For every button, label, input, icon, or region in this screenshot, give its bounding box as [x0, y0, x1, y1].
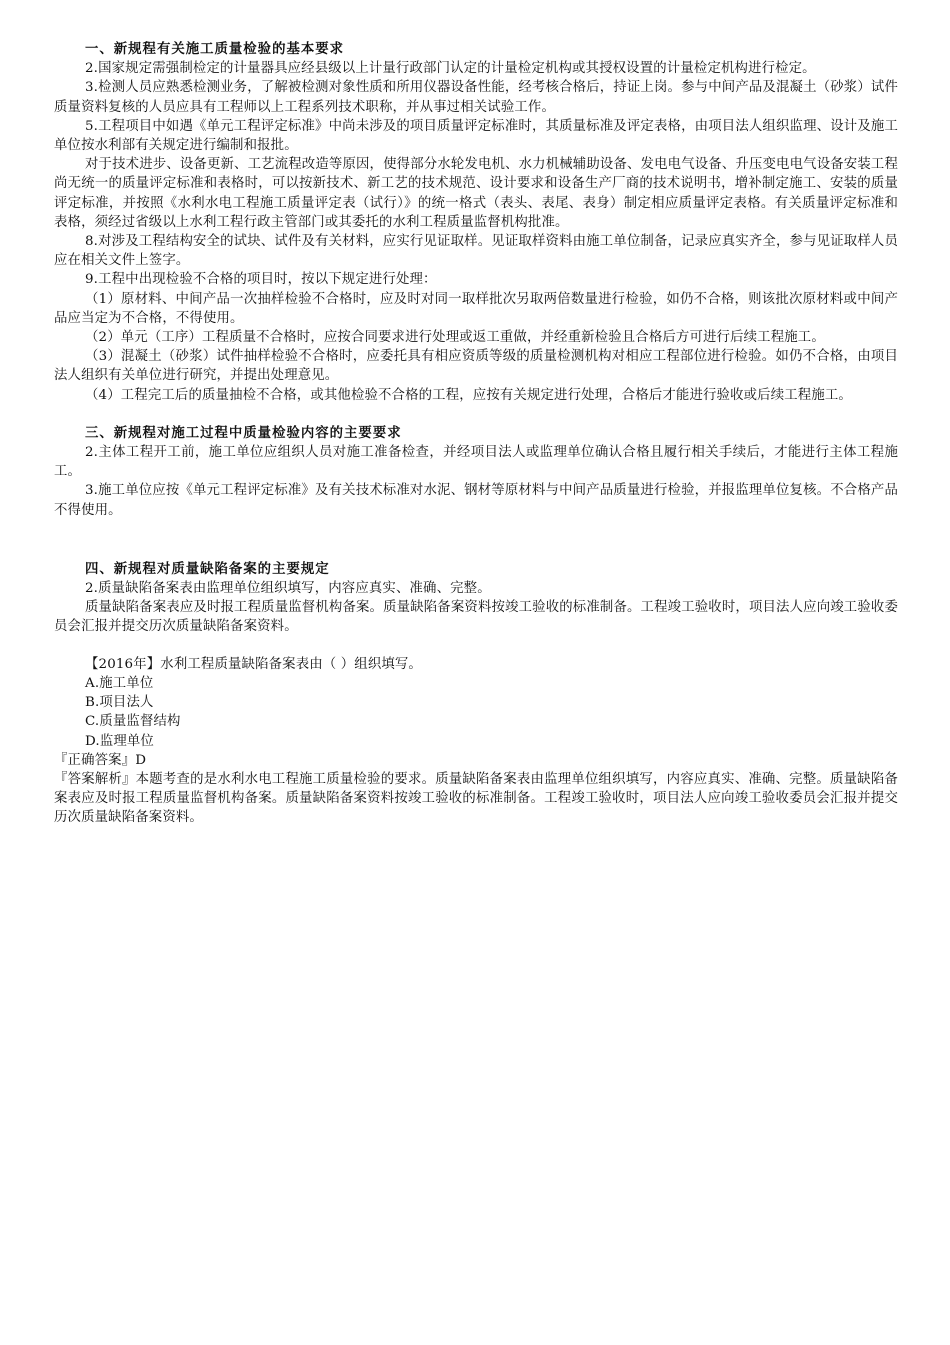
question-stem: 【2016年】水利工程质量缺陷备案表由（ ）组织填写。	[85, 656, 422, 672]
paragraph: （2）单元（工序）工程质量不合格时，应按合同要求进行处理或返工重做，并经重新检验且合格后方可进行后续工程施工。	[85, 330, 825, 346]
paragraph: 对于技术进步、设备更新、工艺流程改造等原因，使得部分水轮发电机、水力机械辅助设备、发电电气设备、升压变电电气设备安装工程尚无统一的质量评定标准和表格时，可以按新技术、新工艺的技术规范、设计要求和设备生产厂商的技术说明书，增补制定施工、安装的质量评定标准，并按照《水利水电工程施工质量评定表（试行）》的统一格式（表头、表尾、表身）制定相应质量评定表格。有关质量评定标准和表格，须经过省级以上水利工程行政主管部门或其委托的水利工程质量监督机构批准。	[54, 157, 898, 230]
section-3-heading: 三、新规程对施工过程中质量检验内容的主要要求	[85, 424, 402, 441]
answer-analysis: 『答案解析』本题考查的是水利水电工程施工质量检验的要求。质量缺陷备案表由监理单位组织填写，内容应真实、准确、完整。质量缺陷备案表应及时报工程质量监督机构备案。质量缺陷备案资料按竣工验收的标准制备。工程竣工验收时，项目法人应向竣工验收委员会汇报并提交历次质量缺陷备案资料。	[54, 771, 898, 826]
document-page	[54, 40, 898, 828]
paragraph: 8.对涉及工程结构安全的试块、试件及有关材料，应实行见证取样。见证取样资料由施工单位制备，记录应真实齐全，参与见证取样人员应在相关文件上签字。	[54, 234, 898, 269]
paragraph: 3.检测人员应熟悉检测业务，了解被检测对象性质和所用仪器设备性能，经考核合格后，持证上岗。参与中间产品及混凝土（砂浆）试件质量资料复核的人员应具有工程师以上工程系列技术职称，并从事过相关试验工作。	[54, 80, 898, 115]
question-option: A.施工单位	[85, 675, 154, 691]
paragraph: 质量缺陷备案表应及时报工程质量监督机构备案。质量缺陷备案资料按竣工验收的标准制备。工程竣工验收时，项目法人应向竣工验收委员会汇报并提交历次质量缺陷备案资料。	[54, 600, 898, 635]
question-option: D.监理单位	[85, 733, 154, 749]
paragraph: （3）混凝土（砂浆）试件抽样检验不合格时，应委托具有相应资质等级的质量检测机构对相应工程部位进行检验。如仍不合格，由项目法人组织有关单位进行研究，并提出处理意见。	[54, 349, 898, 384]
section-1-heading: 一、新规程有关施工质量检验的基本要求	[85, 41, 345, 57]
paragraph: 2.质量缺陷备案表由监理单位组织填写，内容应真实、准确、完整。	[85, 581, 491, 597]
section-4-heading: 四、新规程对质量缺陷备案的主要规定	[85, 560, 330, 577]
paragraph: （4）工程完工后的质量抽检不合格，或其他检验不合格的工程，应按有关规定进行处理，合格后才能进行验收或后续工程施工。	[85, 387, 852, 403]
paragraph: （1）原材料、中间产品一次抽样检验不合格时，应及时对同一取样批次另取两倍数量进行检验，如仍不合格，则该批次原材料或中间产品应当定为不合格，不得使用。	[54, 291, 898, 326]
paragraph: 9.工程中出现检验不合格的项目时，按以下规定进行处理：	[85, 272, 437, 288]
correct-answer: 『正确答案』D	[54, 752, 147, 768]
paragraph: 2.主体工程开工前，施工单位应组织人员对施工准备检查，并经项目法人或监理单位确认合格且履行相关手续后，才能进行主体工程施工。	[54, 445, 898, 480]
paragraph: 5.工程项目中如遇《单元工程评定标准》中尚未涉及的项目质量评定标准时，其质量标准及评定表格，由项目法人组织监理、设计及施工单位按水利部有关规定进行编制和报批。	[54, 118, 898, 154]
paragraph: 2.国家规定需强制检定的计量器具应经县级以上计量行政部门认定的计量检定机构或其授权设置的计量检定机构进行检定。	[85, 61, 816, 77]
paragraph: 3.施工单位应按《单元工程评定标准》及有关技术标准对水泥、钢材等原材料与中间产品质量进行检验，并报监理单位复核。不合格产品不得使用。	[54, 483, 898, 518]
question-option: B.项目法人	[85, 695, 154, 711]
question-option: C.质量监督结构	[85, 714, 181, 730]
